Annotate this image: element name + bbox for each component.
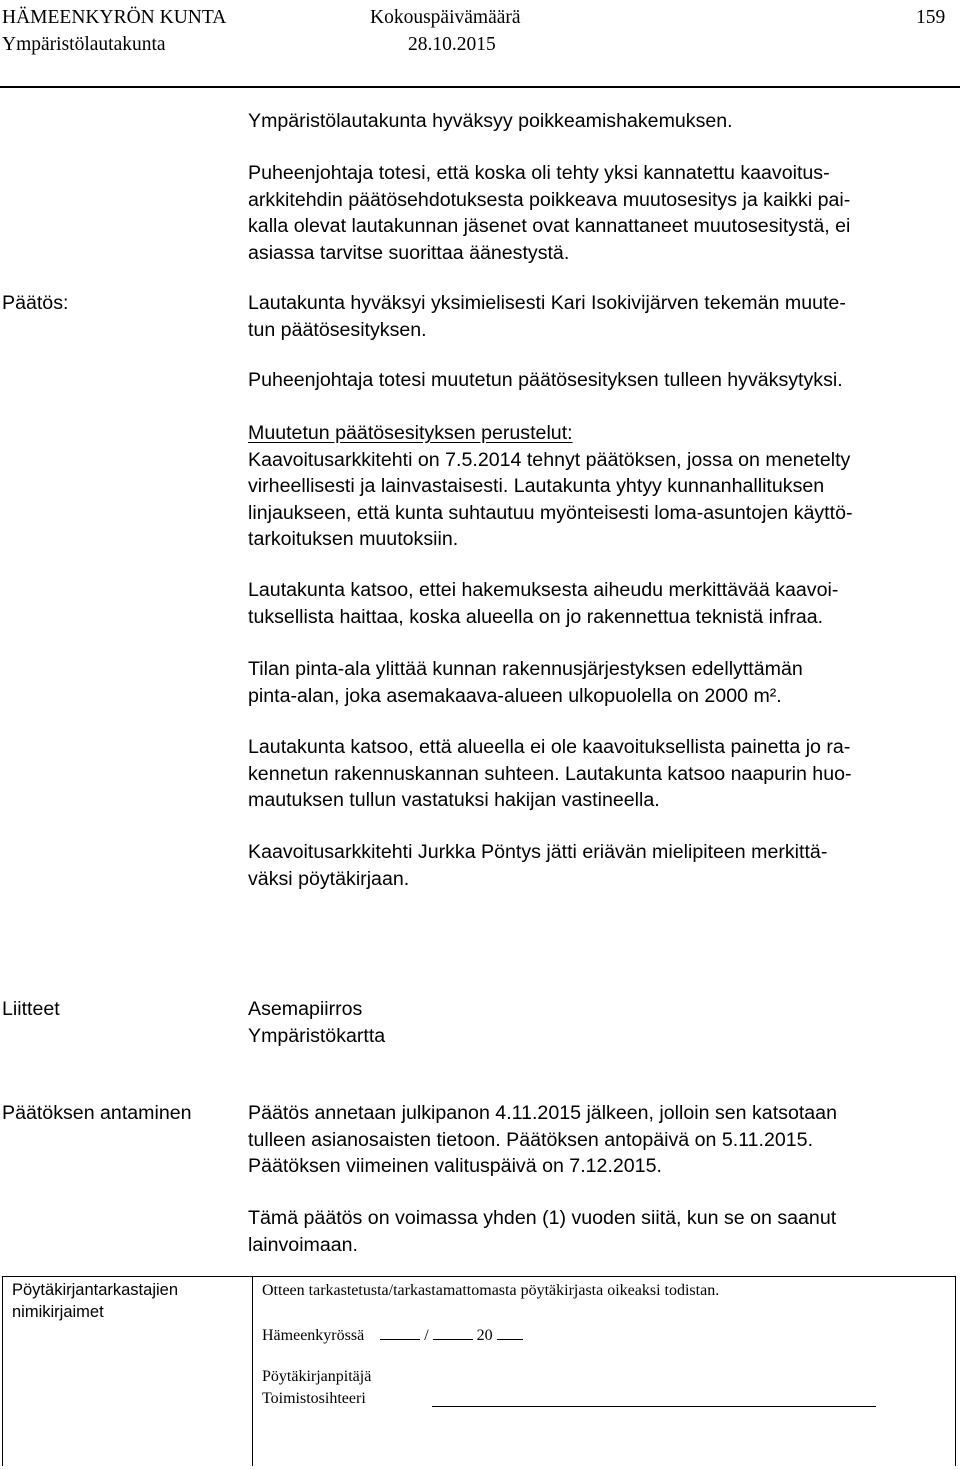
attachment-item: Ympäristökartta	[248, 1024, 386, 1047]
header-divider	[0, 86, 960, 88]
rationale-heading: Muutetun päätösesityksen perustelut:	[248, 422, 573, 444]
paragraph-dissent: Kaavoitusarkkitehti Jurkka Pöntys jätti eriävän mielipiteen merkittä- väksi pöytäkirjaan.	[248, 841, 828, 890]
year-blank	[497, 1324, 523, 1340]
inspectors-initials-label: Pöytäkirjantarkastajien nimikirjaimet	[12, 1281, 178, 1321]
signature-line	[432, 1406, 876, 1407]
org-name: HÄMEENKYRÖN KUNTA	[2, 7, 227, 28]
certification-box-divider	[252, 1276, 253, 1466]
meeting-date-label: Kokouspäivämäärä	[370, 7, 521, 28]
paragraph-chair-accepted: Puheenjohtaja totesi muutetun päätösesityksen tulleen hyväksytyksi.	[248, 369, 843, 391]
signing-place-line	[262, 1324, 523, 1346]
attachments-list	[248, 996, 960, 1049]
board-name: Ympäristölautakunta	[2, 34, 166, 55]
paragraph-approval: Ympäristölautakunta hyväksyy poikkeamishakemuksen.	[248, 110, 733, 132]
attachment-item: Asemapiirros	[248, 998, 363, 1020]
date-slash: /	[424, 1327, 429, 1344]
paragraph-area: Tilan pinta-ala ylittää kunnan rakennusjärjestyksen edellyttämän pinta-alan, joka asemakaava-alueen ulkopuolella on 2000 m².	[248, 658, 803, 707]
paragraph-decision: Lautakunta hyväksyi yksimielisesti Kari Isokivijärven tekemän muute- tun päätösesityksen.	[248, 292, 846, 341]
paragraph-chair-vote: Puheenjohtaja totesi, että koska oli tehty yksi kannatettu kaavoitus- arkkitehdin päätösehdotuksesta poikkeava muutosesitys ja kaikki pai- kalla olevat lautakunnan jäsenet ovat kannattaneet muutosesitystä, ei asiassa tarvitse suorittaa äänestystä.	[248, 162, 851, 264]
meeting-date: 28.10.2015	[408, 34, 496, 55]
month-blank	[433, 1324, 473, 1340]
signer-role: Pöytäkirjanpitäjä	[262, 1368, 372, 1385]
day-blank	[380, 1324, 420, 1340]
issuance-label: Päätöksen antaminen	[2, 1102, 192, 1124]
decision-label: Päätös:	[2, 292, 69, 314]
signing-place: Hämeenkyrössä	[262, 1327, 365, 1344]
year-prefix: 20	[476, 1327, 493, 1344]
paragraph-no-harm: Lautakunta katsoo, ettei hakemuksesta aiheudu merkittävää kaavoi- tuksellista haittaa, koska alueella on jo rakennettua teknistä infraa.	[248, 579, 839, 628]
certification-statement: Otteen tarkastetusta/tarkastamattomasta pöytäkirjasta oikeaksi todistan.	[262, 1282, 720, 1299]
attachments-label: Liitteet	[2, 998, 60, 1020]
paragraph-no-pressure: Lautakunta katsoo, että alueella ei ole kaavoituksellista painetta jo ra- kennetun rakennuskannan suhteen. Lautakunta katsoo naapurin huo- mautuksen tullun vastatuksi hakijan vastineella.	[248, 736, 852, 811]
page-number: 159	[916, 7, 946, 28]
signer-title: Toimistosihteeri	[262, 1390, 366, 1407]
paragraph-rationale: Muutetun päätösesityksen perustelut: Kaavoitusarkkitehti on 7.5.2014 tehnyt päätöksen, jossa on menetelty virheellisesti ja lainvastaisesti. Lautakunta yhtyy kunnanhallituksen linjaukseen, että kunta suhtautuu myönteisesti loma-asuntojen käyttö- tarkoituksen muutoksiin.	[248, 420, 960, 553]
paragraph-validity: Tämä päätös on voimassa yhden (1) vuoden siitä, kun se on saanut lainvoimaan.	[248, 1207, 837, 1256]
paragraph-issuance: Päätös annetaan julkipanon 4.11.2015 jälkeen, jolloin sen katsotaan tulleen asianosaisten tietoon. Päätöksen antopäivä on 5.11.2015. Päätöksen viimeinen valituspäivä on 7.12.2015.	[248, 1102, 837, 1177]
